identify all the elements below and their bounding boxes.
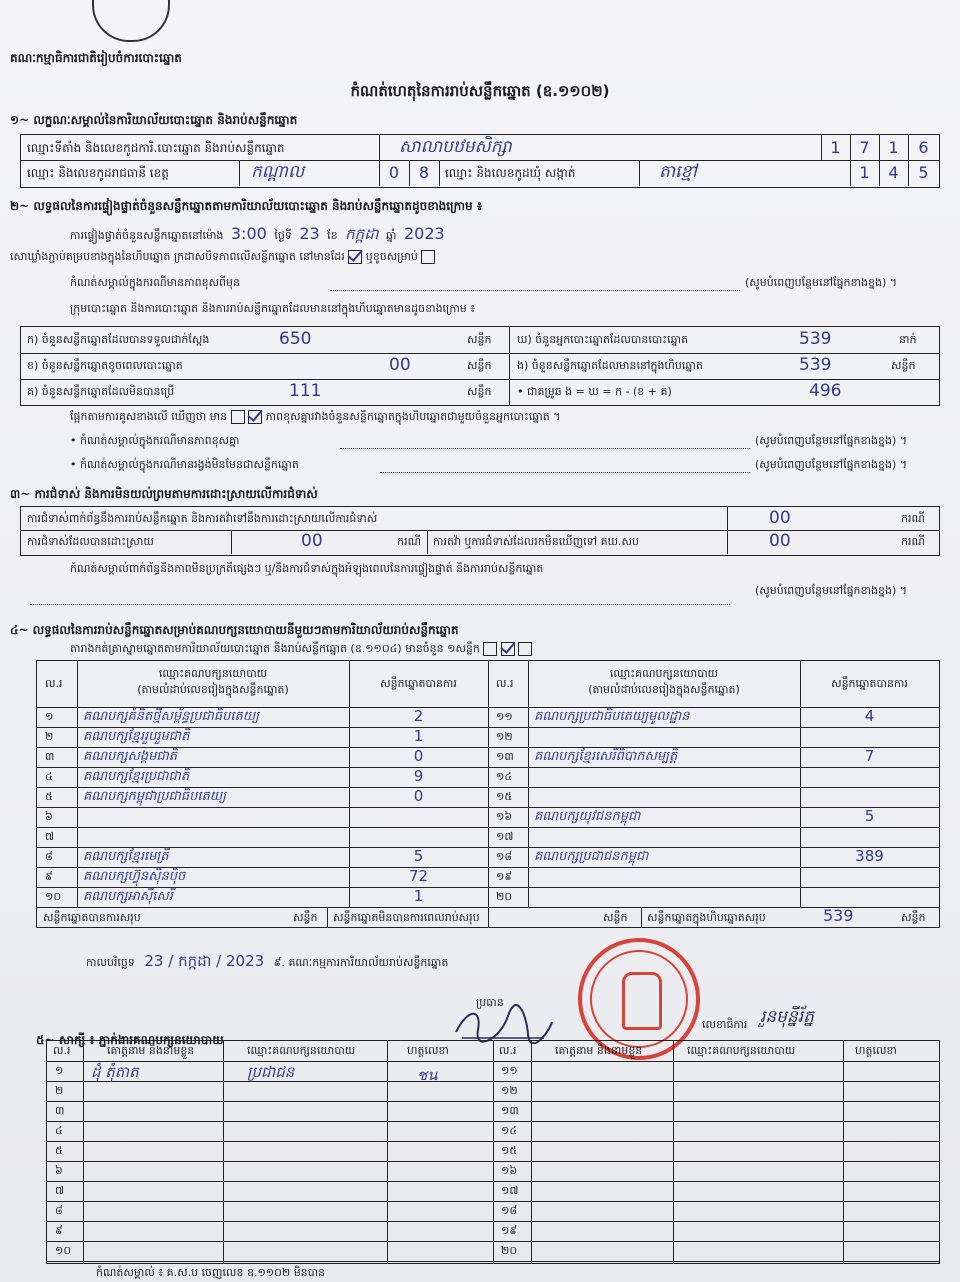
table-row	[47, 1061, 939, 1082]
row-number: ៤	[55, 1124, 63, 1137]
party-votes: 389	[855, 847, 884, 865]
table-row	[47, 1221, 939, 1242]
row-number: ៧	[45, 830, 55, 843]
row-number: ១០	[45, 890, 62, 903]
section1-heading: ១~ លក្ខណៈសម្គាល់នៃការិយាល័យបោះឆ្នោត និងរាប់សន្លឹកឆ្នោត	[10, 113, 298, 127]
table-row	[37, 867, 488, 888]
discrepancy-no-checkbox[interactable]	[248, 410, 262, 424]
party-name: គណបក្សអាស៊ីសេរី	[83, 889, 173, 904]
seal-intact-checkbox[interactable]	[348, 250, 362, 264]
row-number: ៣	[45, 750, 55, 763]
table-row	[47, 1081, 939, 1102]
witness-table: ល.រ គោត្តនាម និងនាមខ្លួន ឈ្មោះគណបក្សនយោបាយ ហត្ថលេខា ល.រ គោត្តនាម និងនាមខ្លួន ឈ្មោះគណបក្សនយោបាយ ហត្ថលេខា ១ ១១ ២ ១២ ៣ ១៣ ៤ ១៤ ៥ ១៥ ៦ ១៦ ៧ ១៧ ៨ ១៨ ៩ ១៩ ១០ ២០ ដុំ តុំតាត ប្រជាជន ชน	[46, 1040, 940, 1264]
province-code-digit: 8	[409, 160, 440, 186]
row-number: ១៦	[496, 810, 513, 823]
party-votes: 1	[413, 727, 424, 745]
row-number: ៣	[55, 1104, 65, 1117]
secretary-label: លេខាធិការ	[702, 1018, 748, 1031]
row-number: ១៣	[501, 1104, 519, 1117]
row-number: ២	[45, 730, 54, 743]
secretary-signature: រួនមុន្នីរ័ត្ន	[760, 1007, 814, 1027]
footer-note: កំណត់សម្គាល់ ៖ គ.ស.ប ចេញលេខ ឧ.១១០២ មិនបាន	[96, 1266, 326, 1279]
table-row	[37, 787, 488, 808]
document-title: កំណត់ហេតុនៃការរាប់សន្លឹកឆ្នោត (ឧ.១១០២)	[350, 82, 610, 100]
table-row	[37, 807, 488, 828]
table-row	[37, 847, 488, 868]
party-votes: 5	[864, 807, 875, 825]
party-name: គណបក្សហ៊្វុនស៊ិនប៉ិច	[83, 869, 186, 884]
complaints-label: ការជំទាស់ពាក់ព័ន្ធនឹងការរាប់សន្លឹកឆ្នោត និងការតវ៉ាទៅនឹងការដោះស្រាយលើការជំទាស់	[27, 512, 378, 525]
table-row	[488, 867, 939, 888]
seal-broken-checkbox[interactable]	[421, 250, 435, 264]
verification-time-line: ការផ្ទៀងផ្ទាត់ចំនួនសន្លឹកឆ្នោតនៅម៉ោង 3:00 ថ្ងៃទី 23 ខែ កក្កដា ឆ្នាំ 2023	[70, 224, 445, 243]
ballot-count-table: ក) ចំនួនសន្លឹកឆ្នោតដែលបានទទួលជាក់ស្ដែង 650 សន្លឹក ខ) ចំនួនសន្លឹកឆ្នោតខូចពេលបោះឆ្នោត 00 សន្លឹក គ) ចំនួនសន្លឹកឆ្នោតដែលមិនបានប្រើ 111 សន្លឹក ឃ) ចំនួនអ្នកបោះឆ្នោតដែលបានបោះឆ្នោត 539 នាក់ ង) ចំនួនសន្លឹកឆ្នោតដែលមាននៅក្នុងហិបឆ្នោត 539 សន្លឹក • ជាគម្រូឆ ង = ឃ = ក - (ខ + គ) 496	[20, 326, 940, 406]
party-name: គណបក្សខ្មែររួបរួមជាតិ	[83, 729, 190, 744]
row-number: ២០	[501, 1244, 518, 1257]
row-number: ២	[55, 1084, 64, 1097]
row-number: ១៦	[501, 1164, 518, 1177]
verification-time: 3:00	[230, 224, 267, 243]
row-number: ១១	[496, 710, 513, 723]
appeals-label: ការតវ៉ា ឬការជំទាស់ដែលរកមិនឃើញទៅ គឃ.សប	[433, 535, 639, 548]
party-results-table: ល.រ ឈ្មោះគណបក្សនយោបាយ (តាមលំដាប់លេខរៀងក្នុងសន្លឹកឆ្នោត) សន្លឹកឆ្នោតបានការ ល.រ ឈ្មោះគណបក្សនយោបាយ (តាមលំដាប់លេខរៀងក្នុងសន្លឹកឆ្នោត) សន្លឹកឆ្នោតបានការ ១ គណបក្សគំនិតថ្មីសម្ព័ន្ធប្រជាធិបតេយ្យ 2 ២ គណបក្សខ្មែររួបរួមជាតិ 1 ៣ គណបក្សសង្គមជាតិ 0 ៤ គណបក្សខ្មែរប្រជាជាតិ 9 ៥ គណបក្សកម្ពុជាប្រជាធិបតេយ្យ 0 ៦ ៧ ៨ គណបក្សខ្មែរមេត្រី 5 ៩ គណបក្សហ៊្វុនស៊ិនប៉ិច 72 ១០ គណបក្សអាស៊ីសេរី 1 ១១ គណបក្សប្រជាធិបតេយ្យមូលដ្ឋាន 4 ១២ ១៣ គណបក្សខ្មែរសេរីពិបាកសម្បត្តិ 7 ១៤ ១៥ ១៦ គណបក្សយុវជនកម្ពុជា 5 ១៧ ១៨ គណបក្សប្រជាជនកម្ពុជា 389 ១៩ ២០ សន្លឹកឆ្នោតបានការសរុប សន្លឹក សន្លឹកឆ្នោតមិនបានការពេលរាប់សរុប សន្លឹក សន្លឹកឆ្នោតក្នុងហិបឆ្នោតសរុប 539 សន្លឹក	[36, 660, 940, 928]
table-row	[47, 1201, 939, 1222]
unused-ballots-label: គ) ចំនួនសន្លឹកឆ្នោតដែលមិនបានប្រើ	[27, 385, 175, 398]
ballots-in-box-total-value: 539	[823, 906, 854, 925]
row-number: ៥	[55, 1144, 63, 1157]
row-number: ១	[45, 710, 54, 723]
commune-name: តាខ្មៅ	[659, 162, 697, 182]
row-number: ១៨	[501, 1204, 518, 1217]
royal-emblem-icon	[92, 0, 170, 42]
row-number: ១៥	[496, 790, 513, 803]
row-number: ៥	[45, 790, 53, 803]
party-name: គណបក្សខ្មែរមេត្រី	[83, 849, 169, 864]
resolved-complaints-value: 00	[301, 531, 323, 551]
witness-1-name: ដុំ តុំតាត	[91, 1063, 139, 1081]
party-votes: 4	[864, 707, 875, 725]
discrepancy-yes-checkbox[interactable]	[231, 410, 245, 424]
signoff-date-line: កាលបរិច្ឆេទ 23 / កក្កដា / 2023 ៩. គណៈកម្មការការិយាល័យរាប់សន្លឹកឆ្នោត	[86, 952, 449, 970]
ballots-in-box-value: 539	[799, 355, 832, 375]
row-number: ១៧	[496, 830, 514, 843]
table-row	[488, 767, 939, 788]
party-votes: 0	[413, 747, 424, 765]
tally-two-sheet-checkbox[interactable]	[501, 642, 515, 656]
table-row	[488, 747, 939, 768]
party-votes: 1	[413, 887, 424, 905]
spoiled-ballots-label: ខ) ចំនួនសន្លឹកឆ្នោតខូចពេលបោះឆ្នោត	[27, 359, 183, 372]
voters-label: ឃ) ចំនួនអ្នកបោះឆ្នោតដែលបានបោះឆ្នោត	[517, 333, 689, 346]
commune-label: ឈ្មោះ និងលេខកូដឃុំ សង្កាត់	[445, 166, 576, 180]
row-number: ៦	[45, 810, 53, 823]
section2-heading: ២~ លទ្ធផលនៃការផ្ទៀងផ្ទាត់ចំនួនសន្លឹកឆ្នោតតាមការិយាល័យបោះឆ្នោត និងរាប់សន្លឹកឆ្នោតដូចខាងក្រោម ៖	[10, 199, 483, 213]
table-row	[37, 827, 488, 848]
voters-value: 539	[799, 329, 832, 349]
station-name: សាលាបឋមសិក្សា	[399, 137, 512, 157]
party-votes: 0	[413, 787, 424, 805]
complaints-table: ការជំទាស់ពាក់ព័ន្ធនឹងការរាប់សន្លឹកឆ្នោត និងការតវ៉ាទៅនឹងការដោះស្រាយលើការជំទាស់ 00 ករណី ការជំទាស់ដែលបានដោះស្រាយ 00 ករណី ការតវ៉ា ឬការជំទាស់ដែលរកមិនឃើញទៅ គឃ.សប 00 ករណី	[20, 506, 940, 556]
table-row	[488, 887, 939, 908]
discrepancy-note-label: កំណត់សម្គាល់ក្នុងករណីមានភាពខុសពីមុន	[70, 276, 240, 289]
party-name: គណបក្សកម្ពុជាប្រជាធិបតេយ្យ	[83, 789, 227, 804]
verification-day: 23	[299, 224, 320, 243]
row-number: ១	[55, 1064, 64, 1077]
row-number: ៩	[45, 870, 53, 883]
party-votes: 7	[864, 747, 875, 765]
row-number: ១០	[55, 1244, 72, 1257]
ballots-in-box-label: ង) ចំនួនសន្លឹកឆ្នោតដែលមាននៅក្នុងហិបឆ្នោត	[517, 359, 703, 372]
totals-row: សន្លឹកឆ្នោតបានការសរុប សន្លឹក សន្លឹកឆ្នោតមិនបានការពេលរាប់សរុប សន្លឹក សន្លឹកឆ្នោតក្នុងហិបឆ្នោតសរុប 539 សន្លឹក	[37, 907, 939, 928]
tally-sheet-line: តារាងកត់ត្រាស្នាមឆ្នោតតាមការិយាល័យបោះឆ្នោត និងរាប់សន្លឹកឆ្នោត (ឧ.១១០៤) មានចំនួន ១សន្លឹក	[70, 642, 940, 658]
row-number: ៨	[55, 1204, 63, 1217]
row-number: ៧	[55, 1184, 65, 1197]
table-row	[47, 1121, 939, 1142]
formula-value: 496	[809, 381, 842, 401]
difference-note: • កំណត់សម្គាល់ក្នុងករណីមានភាពខុសគ្នា	[70, 434, 240, 447]
row-number: ១៨	[496, 850, 513, 863]
witness-1-signature: ชน	[417, 1066, 438, 1084]
station-code-digit: 7	[850, 135, 880, 160]
party-name: គណបក្សគំនិតថ្មីសម្ព័ន្ធប្រជាធិបតេយ្យ	[83, 709, 260, 724]
table-row	[37, 887, 488, 908]
ballot-intro: ក្រុមបោះឆ្នោត និងការបោះឆ្នោត និងការរាប់សន្លឹកឆ្នោតដែលមាននៅក្នុងហិបឆ្នោតមានដូចខាងក្រោម ៖	[70, 302, 476, 315]
party-name: គណបក្សខ្មែរប្រជាជាតិ	[83, 769, 190, 784]
note-dotted-line	[330, 290, 740, 291]
province-code-digit: 0	[379, 160, 410, 186]
chair-label: ប្រធាន	[476, 996, 504, 1009]
party-votes: 5	[413, 847, 424, 865]
table-row	[37, 767, 488, 788]
row-number: ១៥	[501, 1144, 518, 1157]
tally-three-sheet-checkbox[interactable]	[518, 642, 532, 656]
row-number: ៩	[55, 1224, 63, 1237]
foreign-object-note: • កំណត់សម្គាល់ក្នុងករណីមានរង្វង់មិនមែនជាសន្លឹកឆ្នោត	[70, 458, 299, 471]
note-hint: (សូមបំពេញបន្ថែមនៅផ្នែកខាងខ្នង) ។	[745, 276, 897, 289]
party-name: គណបក្សប្រជាធិបតេយ្យមូលដ្ឋាន	[534, 709, 690, 724]
row-number: ១៧	[501, 1184, 519, 1197]
section5-heading: ៥~ សាក្សី ៖ ភ្នាក់ងារគណបក្សនយោបាយ	[36, 1033, 224, 1047]
row-number: ១១	[501, 1064, 518, 1077]
row-number: ១៣	[496, 750, 514, 763]
row-number: ៨	[45, 850, 53, 863]
province-name: កណ្ដាល	[251, 162, 305, 182]
row-number: ១៤	[496, 770, 513, 783]
row-number: ៤	[45, 770, 53, 783]
table-row	[47, 1241, 939, 1262]
chair-signature-icon	[448, 1004, 558, 1044]
row-number: ១៤	[501, 1124, 518, 1137]
verification-year: 2023	[403, 224, 445, 243]
party-name: គណបក្សសង្គមជាតិ	[83, 749, 178, 764]
row-number: ១២	[496, 730, 513, 743]
commune-code-digit: 4	[879, 160, 909, 186]
discrepancy-check-line: ផ្អែកតាមការគូសខាងលើ ឃើញថា មាន ភាពខុសគ្នារវាងចំនួនសន្លឹកឆ្នោតក្នុងហិបឆ្នោតជាមួយចំនួនអ្នកបោះឆ្នោត ។	[70, 410, 561, 423]
party-votes: 9	[413, 767, 424, 785]
table-row	[488, 827, 939, 848]
party-votes: 72	[408, 867, 429, 885]
commune-code-digit: 1	[850, 160, 880, 186]
received-ballots-label: ក) ចំនួនសន្លឹកឆ្នោតដែលបានទទួលជាក់ស្ដែង	[27, 333, 210, 346]
verification-month: កក្កដា	[345, 225, 379, 243]
section3-heading: ៣~ ការជំទាស់ និងការមិនយល់ព្រមតាមការដោះស្រាយលើការជំទាស់	[10, 487, 318, 501]
province-label: ឈ្មោះ និងលេខកូដរាជធានី ខេត្ត	[27, 166, 169, 180]
irregularity-note: កំណត់សម្គាល់ពាក់ព័ន្ធនឹងភាពមិនប្រក្រតីផ្សេងៗ ឬ/និងការជំទាស់ក្នុងអំឡុងពេលនៃការផ្ទៀងផ្ទាត់ និងការរាប់សន្លឹកឆ្នោត	[70, 562, 544, 575]
table-row	[488, 807, 939, 828]
table-row	[37, 707, 488, 728]
table-row	[47, 1141, 939, 1162]
row-number: ១៩	[496, 870, 513, 883]
section4-heading: ៤~ លទ្ធផលនៃការរាប់សន្លឹកឆ្នោតសម្រាប់គណបក្សនយោបាយនីមួយៗតាមការិយាល័យរាប់សន្លឹកឆ្នោត	[10, 623, 459, 637]
party-name: គណបក្សប្រជាជនកម្ពុជា	[534, 849, 649, 864]
commune-code-digit: 5	[918, 163, 929, 182]
table-row	[47, 1181, 939, 1202]
row-number: ១២	[501, 1084, 518, 1097]
table-row	[488, 727, 939, 748]
complaints-value: 00	[769, 508, 791, 528]
table-row	[488, 847, 939, 868]
row-number: ២០	[496, 890, 513, 903]
station-code-digit: 6	[918, 138, 929, 157]
tally-one-sheet-checkbox[interactable]	[483, 642, 497, 656]
station-code-digit: 1	[879, 135, 909, 160]
station-code-digit: 1	[821, 135, 851, 160]
table-row	[488, 787, 939, 808]
received-ballots-value: 650	[279, 329, 312, 349]
document-page: គណៈកម្មាធិការជាតិរៀបចំការបោះឆ្នោត កំណត់ហេតុនៃការរាប់សន្លឹកឆ្នោត (ឧ.១១០២) ១~ លក្ខណៈសម្គាល់នៃការិយាល័យបោះឆ្នោត និងរាប់សន្លឹកឆ្នោត ឈ្មោះទីតាំង និងលេខកូដការិ.បោះឆ្នោត និងរាប់សន្លឹកឆ្នោត សាលាបឋមសិក្សា 1 7 1 6 ឈ្មោះ និងលេខកូដរាជធានី ខេត្ត កណ្ដាល 0 8 ឈ្មោះ និងលេខកូដឃុំ សង្កាត់ តាខ្មៅ 1 4 5 ២~ លទ្ធផលនៃការផ្ទៀងផ្ទាត់ចំនួនសន្លឹកឆ្នោតតាមការិយាល័យបោះឆ្នោត និងរាប់សន្លឹកឆ្នោតដូចខាងក្រោម ៖ ការផ្ទៀងផ្ទាត់ចំនួនសន្លឹកឆ្នោតនៅម៉ោង 3:00 ថ្ងៃទី 23 ខែ កក្កដា ឆ្នាំ 2023 សោឃ្លាំងភ្ជាប់គម្របខាងក្នុងនៃហិបឆ្នោត ក្រដាសបិទភាពលើសន្លឹកឆ្នោត នៅមានដែរ ឬខូចសម្រាប់ កំណត់សម្គាល់ក្នុងករណីមានភាពខុសពីមុន (សូមបំពេញបន្ថែមនៅផ្នែកខាងខ្នង) ។ ក្រុមបោះឆ្នោត និងការបោះឆ្នោត និងការរាប់សន្លឹកឆ្នោតដែលមាននៅក្នុងហិបឆ្នោតមានដូចខាងក្រោម ៖ ក) ចំនួនសន្លឹកឆ្នោតដែលបានទទួលជាក់ស្ដែង 650 សន្លឹក ខ) ចំនួនសន្លឹកឆ្នោតខូចពេលបោះឆ្នោត 00 សន្លឹក គ) ចំនួនសន្លឹកឆ្នោតដែលមិនបានប្រើ 111 សន្លឹក ឃ) ចំនួនអ្នកបោះឆ្នោតដែលបានបោះឆ្នោត 539 នាក់ ង) ចំនួនសន្លឹកឆ្នោតដែលមាននៅក្នុងហិបឆ្នោត 539 សន្លឹក • ជាគម្រូឆ ង = ឃ = ក - (ខ + គ) 496 ផ្អែកតាមការគូសខាងលើ ឃើញថា មាន ភាពខុសគ្នារវាងចំនួនសន្លឹកឆ្នោតក្នុងហិបឆ្នោតជាមួយចំនួនអ្នកបោះឆ្នោត ។ • កំណត់សម្គាល់ក្នុងករណីមានភាពខុសគ្នា (សូមបំពេញបន្ថែមនៅផ្នែកខាងខ្នង) ។ • កំណត់សម្គាល់ក្នុងករណីមានរង្វង់មិនមែនជាសន្លឹកឆ្នោត (សូមបំពេញបន្ថែមនៅផ្នែកខាងខ្នង) ។ ៣~ ការជំទាស់ និងការមិនយល់ព្រមតាមការដោះស្រាយលើការជំទាស់ ការជំទាស់ពាក់ព័ន្ធនឹងការរាប់សន្លឹកឆ្នោត និងការតវ៉ាទៅនឹងការដោះស្រាយលើការជំទាស់ 00 ករណី ការជំទាស់ដែលបានដោះស្រាយ 00 ករណី ការតវ៉ា ឬការជំទាស់ដែលរកមិនឃើញទៅ គឃ.សប 00 ករណី កំណត់សម្គាល់ពាក់ព័ន្ធនឹងភាពមិនប្រក្រតីផ្សេងៗ ឬ/និងការជំទាស់ក្នុងអំឡុងពេលនៃការផ្ទៀងផ្ទាត់ និងការរាប់សន្លឹកឆ្នោត (សូមបំពេញបន្ថែមនៅផ្នែកខាងខ្នង) ។ ៤~ លទ្ធផលនៃការរាប់សន្លឹកឆ្នោតសម្រាប់គណបក្សនយោបាយនីមួយៗតាមការិយាល័យរាប់សន្លឹកឆ្នោត តារាងកត់ត្រាស្នាមឆ្នោតតាមការិយាល័យបោះឆ្នោត និងរាប់សន្លឹកឆ្នោត (ឧ.១១០៤) មានចំនួន ១សន្លឹក ល.រ ឈ្មោះគណបក្សនយោបាយ (តាមលំដាប់លេខរៀងក្នុងសន្លឹកឆ្នោត) សន្លឹកឆ្នោតបានការ ល.រ ឈ្មោះគណបក្សនយោបាយ (តាមលំដាប់លេខរៀងក្នុងសន្លឹកឆ្នោត) សន្លឹកឆ្នោតបានការ ១ គណបក្សគំនិតថ្មីសម្ព័ន្ធប្រជាធិបតេយ្យ 2 ២ គណបក្សខ្មែររួបរួមជាតិ 1 ៣ គណបក្សសង្គមជាតិ 0 ៤ គណបក្សខ្មែរប្រជាជាតិ 9 ៥ គណបក្សកម្ពុជាប្រជាធិបតេយ្យ 0 ៦ ៧ ៨ គណបក្សខ្មែរមេត្រី 5 ៩ គណបក្សហ៊្វុនស៊ិនប៉ិច 72 ១០ គណបក្សអាស៊ីសេរី 1 ១១ គណបក្សប្រជាធិបតេយ្យមូលដ្ឋាន 4 ១២ ១៣ គណបក្សខ្មែរសេរីពិបាកសម្បត្តិ 7 ១៤ ១៥ ១៦ គណបក្សយុវជនកម្ពុជា 5 ១៧ ១៨ គណបក្សប្រជាជនកម្ពុជា 389 ១៩ ២០ សន្លឹកឆ្នោតបានការសរុប សន្លឹក សន្លឹកឆ្នោតមិនបានការពេលរាប់សរុប សន្លឹក សន្លឹកឆ្នោតក្នុងហិបឆ្នោតសរុប 539 សន្លឹក កាលបរិច្ឆេទ 23 / កក្កដា / 2023 ៩. គណៈកម្មការការិយាល័យរាប់សន្លឹកឆ្នោត ប្រធាន លេខាធិការ រួនមុន្នីរ័ត្ន ៥~ សាក្សី ៖ ភ្នាក់ងារគណបក្សនយោបាយ ល.រ គោត្តនាម និងនាមខ្លួន ឈ្មោះគណបក្សនយោបាយ ហត្ថលេខា ល.រ គោត្តនាម និងនាមខ្លួន ឈ្មោះគណបក្សនយោបាយ ហត្ថលេខា ១ ១១ ២ ១២ ៣ ១៣ ៤ ១៤ ៥ ១៥ ៦ ១៦ ៧ ១៧ ៨ ១៨ ៩ ១៩ ១០ ២០ ដុំ តុំតាត ប្រជាជន ชน កំណត់សម្គាល់ ៖ គ.ស.ប ចេញលេខ ឧ.១១០២ មិនបាន	[0, 0, 960, 1280]
seal-check-line: សោឃ្លាំងភ្ជាប់គម្របខាងក្នុងនៃហិបឆ្នោត ក្រដាសបិទភាពលើសន្លឹកឆ្នោត នៅមានដែរ ឬខូចសម្រាប់	[10, 250, 940, 266]
unused-ballots-value: 111	[289, 381, 322, 401]
committee-name: គណៈកម្មាធិការជាតិរៀបចំការបោះឆ្នោត	[10, 51, 182, 65]
resolved-complaints-label: ការជំទាស់ដែលបានដោះស្រាយ	[27, 535, 154, 548]
table-row	[47, 1101, 939, 1122]
table-row	[37, 747, 488, 768]
station-label: ឈ្មោះទីតាំង និងលេខកូដការិ.បោះឆ្នោត និងរាប់សន្លឹកឆ្នោត	[27, 141, 285, 155]
appeals-value: 00	[769, 531, 791, 551]
signoff-date: 23 / កក្កដា / 2023	[144, 952, 265, 970]
table-row	[488, 707, 939, 728]
party-votes: 2	[413, 707, 424, 725]
witness-1-party: ប្រជាជន	[247, 1063, 295, 1081]
spoiled-ballots-value: 00	[389, 355, 411, 375]
ballots-in-box-total-label: សន្លឹកឆ្នោតក្នុងហិបឆ្នោតសរុប	[647, 911, 766, 924]
station-table	[20, 134, 940, 188]
formula-label: • ជាគម្រូឆ ង = ឃ = ក - (ខ + គ)	[517, 385, 672, 398]
party-name: គណបក្សខ្មែរសេរីពិបាកសម្បត្តិ	[534, 749, 678, 764]
table-row	[37, 727, 488, 748]
party-name: គណបក្សយុវជនកម្ពុជា	[534, 809, 641, 824]
table-row	[47, 1161, 939, 1182]
row-number: ៦	[55, 1164, 63, 1177]
row-number: ១៩	[501, 1224, 518, 1237]
